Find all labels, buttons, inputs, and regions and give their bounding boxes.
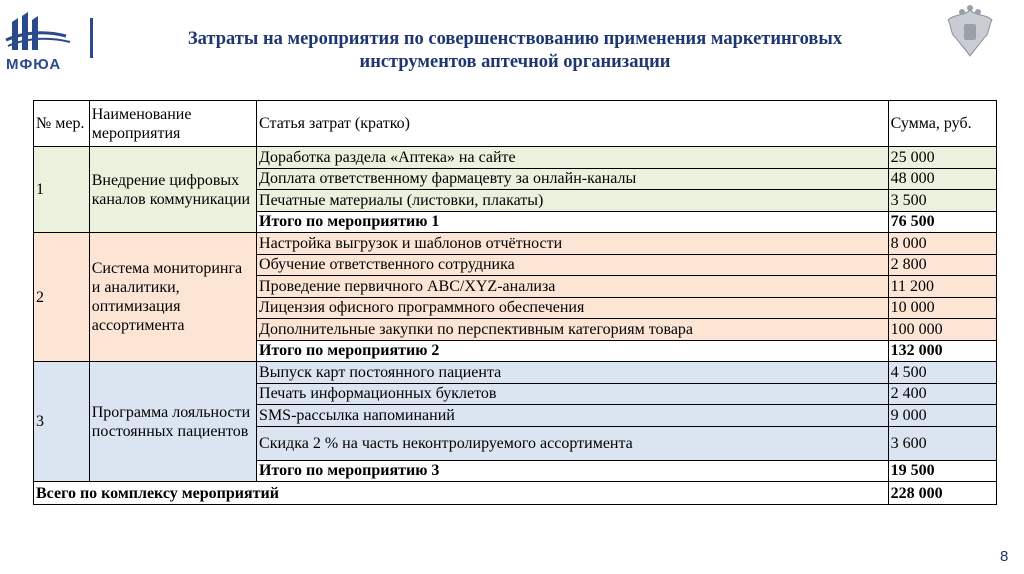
logo-divider (90, 18, 93, 58)
page-title (110, 28, 920, 74)
cost-sum: 8 000 (888, 233, 996, 255)
group-name: Программа лояльности постоянных пациентов (89, 362, 256, 482)
costs-table (33, 100, 997, 505)
cost-sum: 9 000 (888, 405, 996, 427)
cost-item: Дополнительные закупки по перспективным категориям товара (257, 319, 889, 341)
subtotal-label: Итого по мероприятию 2 (257, 340, 889, 362)
group-num: 3 (34, 362, 90, 482)
group-name: Система мониторинга и аналитики, оптимизация ассортимента (89, 233, 256, 362)
cost-sum: 2 400 (888, 383, 996, 405)
subtotal-sum: 19 500 (888, 460, 996, 482)
cost-item: Доработка раздела «Аптека» на сайте (257, 147, 889, 169)
grand-total-label: Всего по комплексу мероприятий (34, 482, 889, 505)
table-row (34, 233, 997, 255)
cost-sum: 25 000 (888, 147, 996, 169)
grand-total-sum: 228 000 (888, 482, 996, 505)
group-name: Внедрение цифровых каналов коммуникации (89, 147, 256, 233)
table-header-row (34, 101, 997, 147)
page-number: 8 (1000, 548, 1009, 565)
subtotal-label: Итого по мероприятию 1 (257, 211, 889, 233)
cost-sum: 3 500 (888, 190, 996, 212)
mfua-logo (4, 10, 84, 73)
title-line-2: инструментов аптечной организации (359, 52, 671, 72)
cost-sum: 3 600 (888, 426, 996, 460)
cost-item: Настройка выгрузок и шаблонов отчётности (257, 233, 889, 255)
cost-item: Проведение первичного ABC/XYZ-анализа (257, 276, 889, 298)
cost-item: Печать информационных буклетов (257, 383, 889, 405)
cost-sum: 4 500 (888, 362, 996, 384)
col-header-item: Статья затрат (кратко) (257, 101, 889, 147)
subtotal-label: Итого по мероприятию 3 (257, 460, 889, 482)
title-line-1: Затраты на мероприятия по совершенствованию применения маркетинговых (187, 29, 843, 49)
group-num: 1 (34, 147, 90, 233)
cost-item: Доплата ответственному фармацевту за онлайн-каналы (257, 168, 889, 190)
cost-sum: 11 200 (888, 276, 996, 298)
cost-item: SMS-рассылка напоминаний (257, 405, 889, 427)
cost-item: Лицензия офисного программного обеспечения (257, 297, 889, 319)
subtotal-sum: 76 500 (888, 211, 996, 233)
logo-text: МФЮА (6, 56, 62, 73)
cost-item: Печатные материалы (листовки, плакаты) (257, 190, 889, 212)
cost-item: Скидка 2 % на часть неконтролируемого ассортимента (257, 426, 889, 460)
subtotal-sum: 132 000 (888, 340, 996, 362)
col-header-name: Наименование мероприятия (89, 101, 256, 147)
cost-sum: 2 800 (888, 254, 996, 276)
mfua-emblem-icon (4, 10, 84, 54)
cost-sum: 100 000 (888, 319, 996, 341)
col-header-num: № мер. (34, 101, 90, 147)
table-row (34, 147, 997, 169)
col-header-sum: Сумма, руб. (888, 101, 996, 147)
group-num: 2 (34, 233, 90, 362)
cost-item: Обучение ответственного сотрудника (257, 254, 889, 276)
coat-of-arms-icon (944, 4, 996, 60)
table-row (34, 362, 997, 384)
cost-sum: 48 000 (888, 168, 996, 190)
cost-sum: 10 000 (888, 297, 996, 319)
cost-item: Выпуск карт постоянного пациента (257, 362, 889, 384)
grand-total-row (34, 482, 997, 505)
